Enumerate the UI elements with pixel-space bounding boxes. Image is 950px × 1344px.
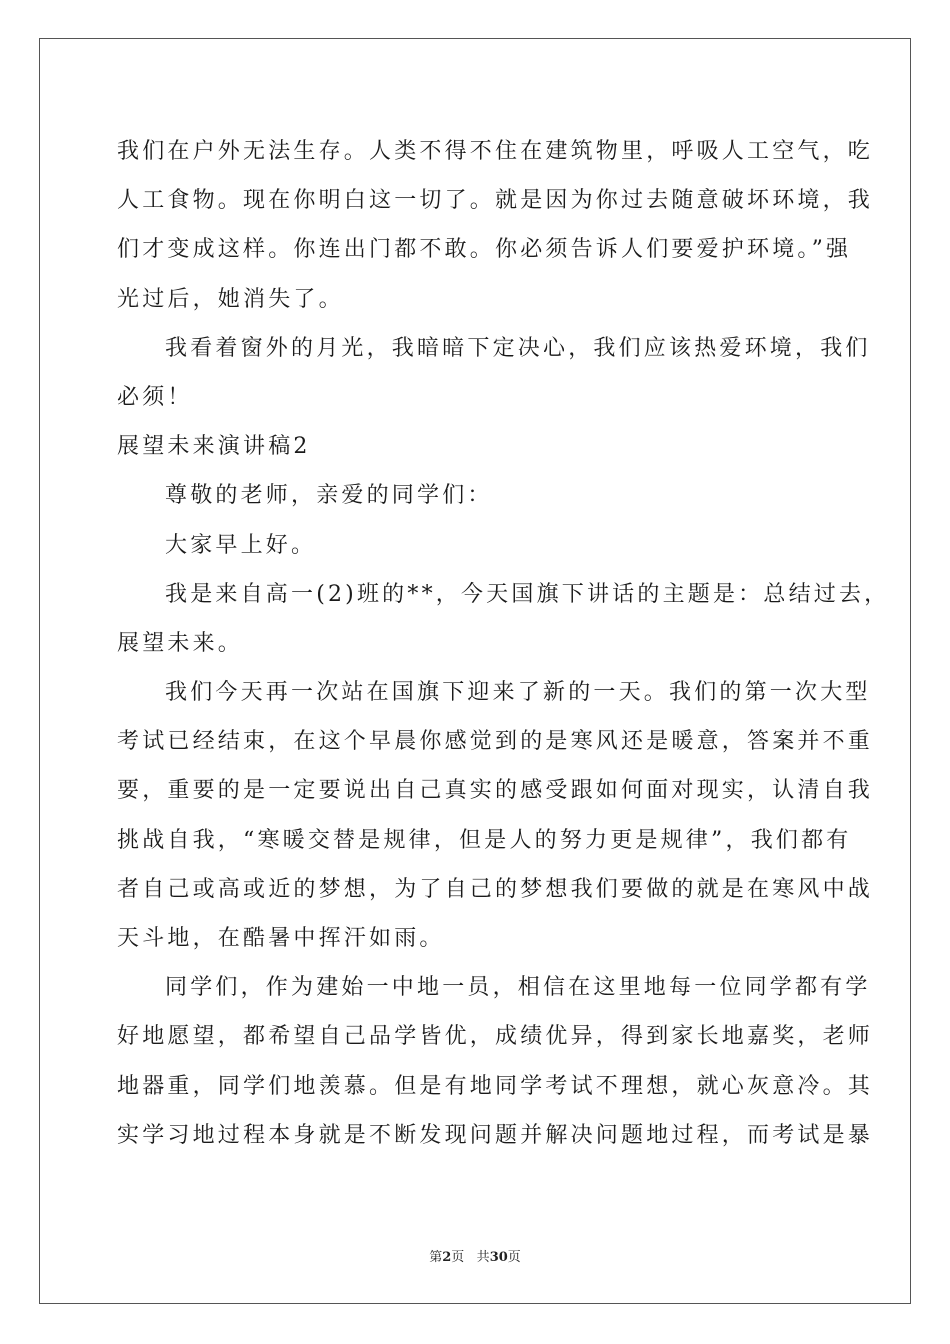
section-title: 展望未来演讲稿2 [117,434,311,460]
text-line: 必须！ [117,384,193,410]
salutation: 尊敬的老师，亲爱的同学们： [165,483,493,509]
footer-total-unit: 页 [507,1250,521,1265]
text-line: 地器重，同学们地羡慕。但是有地同学考试不理想，就心灰意冷。其 [117,1073,874,1099]
paragraph-start-line: 我看着窗外的月光，我暗暗下定决心，我们应该热爱环境，我们 [165,335,871,361]
footer-page-unit: 页 [451,1250,465,1265]
text-line: 展望未来。 [117,630,244,656]
document-body [117,127,890,1160]
page-footer [0,1246,950,1265]
total-page-count: 30 [489,1250,508,1265]
text-line: 天斗地，在酷暑中挥汗如雨。 [117,926,445,951]
text-line: 们才变成这样。你连出门都不敢。你必须告诉人们要爱护环境。”强 [117,237,852,263]
text-line: 考试已经结束，在这个早晨你感觉到的是寒风还是暖意，答案并不重 [117,729,874,755]
paragraph-start-line: 同学们，作为建始一中地一员，相信在这里地每一位同学都有学 [165,975,871,1001]
greeting: 大家早上好。 [165,532,317,558]
text-line: 挑战自我，“寒暖交替是规律，但是人的努力更是规律”，我们都有 [117,827,852,853]
text-line: 实学习地过程本身就是不断发现问题并解决问题地过程，而考试是暴 [117,1122,874,1148]
paragraph-start-line: 我是来自高一(2)班的**，今天国旗下讲话的主题是：总结过去， [165,581,890,607]
text-line: 我们在户外无法生存。人类不得不住在建筑物里，呼吸人工空气，吃 [117,139,874,164]
footer-prefix: 第 [429,1250,443,1265]
current-page-number: 2 [442,1250,452,1265]
text-line: 者自己或高或近的梦想，为了自己的梦想我们要做的就是在寒风中战 [117,876,874,902]
text-line: 要，重要的是一定要说出自己真实的感受跟如何面对现实，认清自我 [117,778,874,804]
paragraph-start-line: 我们今天再一次站在国旗下迎来了新的一天。我们的第一次大型 [165,680,871,706]
footer-total-prefix: 共 [476,1250,490,1265]
text-line: 光过后，她消失了。 [117,286,344,312]
text-line: 人工食物。现在你明白这一切了。就是因为你过去随意破坏环境，我 [117,188,874,214]
text-line: 好地愿望，都希望自己品学皆优，成绩优异，得到家长地嘉奖，老师 [117,1024,874,1050]
